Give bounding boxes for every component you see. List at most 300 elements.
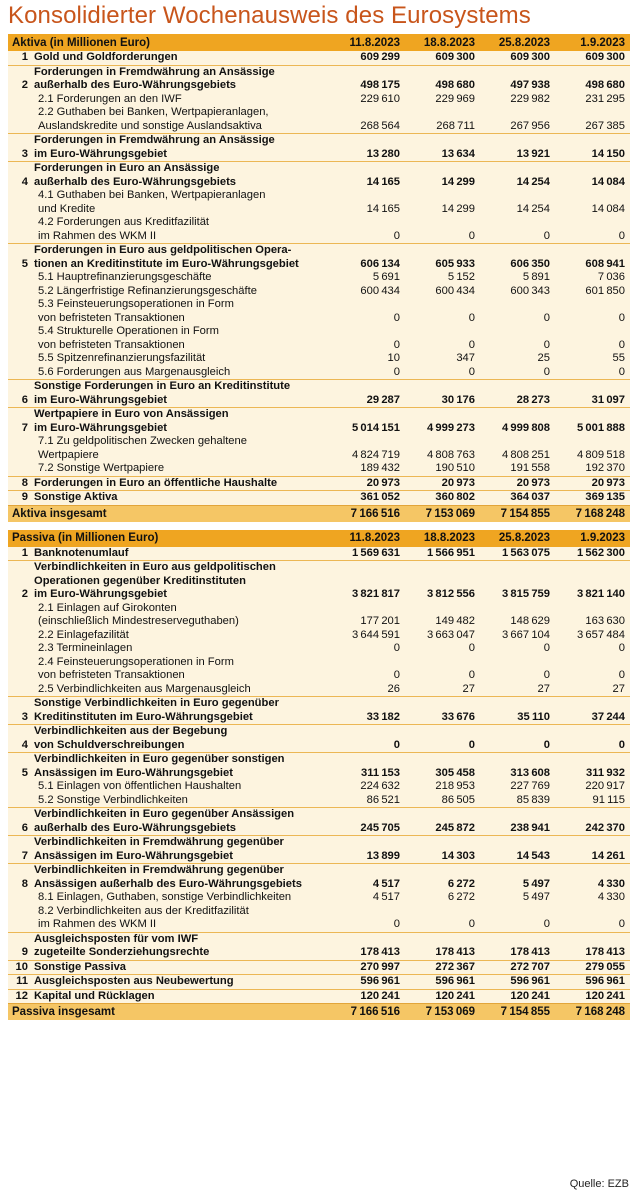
aktiva-row <box>8 476 630 491</box>
passiva-row-value: 227 769 <box>510 780 550 792</box>
passiva-row-value: 313 608 <box>510 766 550 779</box>
aktiva-row <box>8 285 630 299</box>
passiva-row-value: 37 244 <box>591 710 625 723</box>
passiva-row-value: 596 961 <box>510 975 550 987</box>
aktiva-row-value: 498 680 <box>435 79 475 91</box>
aktiva-row-value: 55 <box>612 352 625 364</box>
aktiva-row-label: 7.2 Sonstige Wertpapiere <box>38 462 165 474</box>
passiva-row <box>8 905 630 932</box>
aktiva-row-label: Sonstige Aktiva <box>34 491 118 503</box>
aktiva-row-value: 609 300 <box>435 51 475 63</box>
aktiva-row-value: 20 973 <box>591 476 625 489</box>
passiva-row-label: 5.1 Einlagen von öffentlichen Haushalten <box>38 780 242 792</box>
aktiva-row-number: 7 <box>21 421 28 434</box>
passiva-row-value: 120 241 <box>510 989 550 1002</box>
aktiva-row <box>8 106 630 133</box>
passiva-row-value: 178 413 <box>435 946 475 958</box>
passiva-row-label: Verbindlichkeiten in Fremdwährung gegenüber Ansässigen im Euro-Währungsgebiet <box>34 836 284 862</box>
passiva-row-value: 13 899 <box>366 849 400 862</box>
aktiva-header-label: Aktiva (in Millionen Euro) <box>12 36 151 49</box>
aktiva-row-label: 5.2 Längerfristige Refinanzierungsgeschäfte <box>38 284 257 297</box>
aktiva-row-value: 14 165 <box>366 202 400 215</box>
aktiva-row-number: 2 <box>21 79 28 91</box>
passiva-row-label: 2.3 Termineinlagen <box>38 642 133 654</box>
aktiva-row-value: 4 808 251 <box>501 448 550 461</box>
passiva-row-value: 0 <box>618 918 625 930</box>
passiva-row-label: Ausgleichsposten aus Neubewertung <box>34 975 234 987</box>
passiva-row-value: 272 707 <box>510 960 550 973</box>
aktiva-row-value: 192 370 <box>585 462 625 474</box>
aktiva-row-value: 609 300 <box>585 51 625 63</box>
aktiva-row <box>8 490 630 505</box>
passiva-row-label: Sonstige Verbindlichkeiten in Euro gegenüber Kreditinstituten im Euro-Währungsgebiet <box>34 697 279 723</box>
passiva-row-value: 3 815 759 <box>501 588 550 600</box>
aktiva-row-value: 4 999 808 <box>501 421 550 434</box>
passiva-row-value: 0 <box>543 642 550 654</box>
aktiva-row-value: 20 973 <box>441 476 475 489</box>
passiva-row-value: 14 303 <box>441 849 475 862</box>
passiva-row <box>8 656 630 683</box>
passiva-row <box>8 683 630 697</box>
passiva-row-number: 3 <box>21 710 28 723</box>
passiva-row-value: 0 <box>393 738 400 751</box>
aktiva-row-value: 0 <box>393 311 400 324</box>
passiva-row-value: 1 563 075 <box>501 546 550 559</box>
aktiva-row-number: 5 <box>21 257 28 270</box>
aktiva-row-number: 1 <box>21 51 28 63</box>
passiva-row <box>8 560 630 602</box>
aktiva-row-label: 2.2 Guthaben bei Banken, Wertpapieranlagen, Auslandskredite und sonstige Auslandsaktiva <box>38 106 269 132</box>
aktiva-row-value: 0 <box>618 338 625 351</box>
passiva-row-value: 245 872 <box>435 821 475 834</box>
aktiva-row-value: 13 634 <box>441 147 475 160</box>
aktiva-row-value: 0 <box>468 229 475 242</box>
passiva-row-value: 163 630 <box>585 615 625 627</box>
aktiva-row-value: 267 956 <box>510 119 550 132</box>
aktiva-row-value: 361 052 <box>360 491 400 503</box>
passiva-row-value: 0 <box>468 738 475 751</box>
aktiva-row-value: 4 999 273 <box>426 421 475 434</box>
aktiva-total-value: 7 166 516 <box>350 507 400 520</box>
passiva-row-value: 3 667 104 <box>501 628 550 641</box>
aktiva-header <box>8 34 630 51</box>
aktiva-row-value: 14 084 <box>591 202 625 215</box>
passiva-row-value: 178 413 <box>360 946 400 958</box>
passiva-row-value: 3 644 591 <box>351 628 400 641</box>
passiva-row-value: 27 <box>462 682 475 695</box>
aktiva-row-value: 360 802 <box>435 491 475 503</box>
aktiva-row-label: 4.1 Guthaben bei Banken, Wertpapieranlagen und Kredite <box>38 189 266 215</box>
passiva-header <box>8 530 630 547</box>
passiva-row-value: 6 272 <box>447 877 475 890</box>
passiva-row-value: 4 330 <box>597 891 625 903</box>
passiva-row-number: 8 <box>21 877 28 890</box>
passiva-row-value: 245 705 <box>360 821 400 834</box>
aktiva-row-value: 7 036 <box>597 271 625 283</box>
passiva-row-label: 2.2 Einlagefazilität <box>38 628 129 641</box>
passiva-row-value: 279 055 <box>585 960 625 973</box>
aktiva-row-number: 9 <box>21 491 28 503</box>
aktiva-row-value: 609 300 <box>510 51 550 63</box>
section-spacer <box>8 522 630 530</box>
passiva-row-value: 3 663 047 <box>426 628 475 641</box>
passiva-row-value: 3 812 556 <box>426 588 475 600</box>
passiva-row-value: 596 961 <box>360 975 400 987</box>
passiva-row-number: 11 <box>16 975 28 987</box>
aktiva-row-value: 606 134 <box>360 257 400 270</box>
passiva-row-label: 5.2 Sonstige Verbindlichkeiten <box>38 793 188 806</box>
passiva-row-number: 10 <box>15 960 28 973</box>
passiva-row-value: 91 115 <box>592 793 625 806</box>
passiva-row <box>8 780 630 794</box>
passiva-row-value: 86 505 <box>441 793 475 806</box>
aktiva-row <box>8 93 630 107</box>
aktiva-row-value: 268 711 <box>436 119 475 132</box>
balance-sheet <box>8 34 630 1020</box>
aktiva-row-label: 2.1 Forderungen an den IWF <box>38 92 182 105</box>
aktiva-row-label: 5.4 Strukturelle Operationen in Form von befristeten Transaktionen <box>38 325 219 351</box>
aktiva-date-4: 1.9.2023 <box>580 36 625 49</box>
aktiva-row-value: 0 <box>543 311 550 324</box>
aktiva-row-value: 29 287 <box>366 393 400 406</box>
aktiva-row <box>8 352 630 366</box>
passiva-total-value: 7 154 855 <box>500 1006 550 1018</box>
aktiva-row-value: 608 941 <box>585 257 625 270</box>
passiva-row <box>8 974 630 989</box>
aktiva-row-value: 0 <box>393 338 400 351</box>
passiva-row-label: Banknotenumlauf <box>34 546 129 559</box>
passiva-row <box>8 602 630 629</box>
passiva-row-value: 218 953 <box>435 780 475 792</box>
aktiva-row-value: 605 933 <box>435 257 475 270</box>
passiva-row-label: Verbindlichkeiten in Fremdwährung gegenüber Ansässigen außerhalb des Euro-Währungsgebiets <box>34 864 302 890</box>
passiva-row-value: 4 330 <box>597 877 625 890</box>
passiva-section <box>8 530 630 1021</box>
aktiva-row-value: 347 <box>456 352 475 364</box>
aktiva-row-value: 498 680 <box>585 79 625 91</box>
passiva-row-value: 224 632 <box>360 780 400 792</box>
aktiva-row-value: 0 <box>393 229 400 242</box>
passiva-row <box>8 696 630 724</box>
passiva-row-value: 0 <box>468 669 475 681</box>
passiva-row-value: 178 413 <box>510 946 550 958</box>
aktiva-row-value: 14 165 <box>366 175 400 188</box>
aktiva-row-value: 31 097 <box>591 393 625 406</box>
passiva-row-label: 2.5 Verbindlichkeiten aus Margenausgleich <box>38 682 251 695</box>
aktiva-row-value: 20 973 <box>366 476 400 489</box>
aktiva-row-value: 229 969 <box>435 92 475 105</box>
passiva-row <box>8 932 630 960</box>
passiva-row <box>8 835 630 863</box>
aktiva-row-value: 369 135 <box>585 491 625 503</box>
aktiva-row-label: Forderungen in Euro an öffentliche Haushalte <box>34 476 278 489</box>
aktiva-date-2: 18.8.2023 <box>423 36 475 49</box>
passiva-row-value: 0 <box>393 642 400 654</box>
aktiva-row-label: Forderungen in Fremdwährung an Ansässige außerhalb des Euro-Währungsgebiets <box>34 65 275 91</box>
aktiva-row-value: 13 280 <box>366 147 400 160</box>
passiva-total-value: 7 153 069 <box>425 1006 475 1018</box>
passiva-total-value: 7 166 516 <box>350 1006 400 1018</box>
passiva-date-2: 18.8.2023 <box>423 532 475 544</box>
passiva-row-label: Sonstige Passiva <box>34 960 127 973</box>
aktiva-row-value: 0 <box>618 365 625 378</box>
passiva-header-label: Passiva (in Millionen Euro) <box>12 532 159 544</box>
aktiva-row-label: 5.1 Hauptrefinanzierungsgeschäfte <box>38 271 212 283</box>
passiva-row-value: 33 182 <box>366 710 400 723</box>
aktiva-row-value: 5 001 888 <box>576 421 625 434</box>
passiva-row-number: 7 <box>21 849 28 862</box>
aktiva-row-value: 267 385 <box>585 119 625 132</box>
aktiva-row-value: 0 <box>618 311 625 324</box>
aktiva-row-value: 5 891 <box>522 271 550 283</box>
aktiva-row-value: 0 <box>543 338 550 351</box>
aktiva-row-label: Sonstige Forderungen in Euro an Kreditinstitute im Euro-Währungsgebiet <box>34 380 291 406</box>
passiva-row-value: 1 569 631 <box>351 546 400 559</box>
aktiva-row-value: 5 691 <box>372 271 400 283</box>
aktiva-row-value: 606 350 <box>510 257 550 270</box>
passiva-date-4: 1.9.2023 <box>580 532 625 544</box>
aktiva-total-value: 7 168 248 <box>575 507 625 520</box>
aktiva-row-value: 28 273 <box>516 393 550 406</box>
passiva-row-value: 6 272 <box>447 891 475 903</box>
aktiva-row-label: Forderungen in Fremdwährung an Ansässige im Euro-Währungsgebiet <box>34 134 275 160</box>
passiva-total-value: 7 168 248 <box>575 1006 625 1018</box>
passiva-row-value: 272 367 <box>435 960 475 973</box>
passiva-row-number: 4 <box>21 738 28 751</box>
aktiva-row <box>8 51 630 65</box>
aktiva-row-value: 0 <box>468 311 475 324</box>
passiva-row-label: Verbindlichkeiten aus der Begebung von Schuldverschreibungen <box>34 725 228 751</box>
passiva-row-value: 14 543 <box>516 849 550 862</box>
passiva-row-value: 311 932 <box>586 766 625 779</box>
aktiva-row-label: 7.1 Zu geldpolitischen Zwecken gehaltene Wertpapiere <box>38 435 247 461</box>
aktiva-row <box>8 161 630 189</box>
passiva-row-label: 8.2 Verbindlichkeiten aus der Kreditfazilität im Rahmen des WKM II <box>38 904 249 930</box>
passiva-row-value: 3 657 484 <box>576 628 625 641</box>
aktiva-row-value: 600 434 <box>435 284 475 297</box>
passiva-row-value: 177 201 <box>360 615 400 627</box>
aktiva-row-value: 14 254 <box>516 202 550 215</box>
aktiva-row-value: 364 037 <box>510 491 550 503</box>
passiva-row-number: 5 <box>21 766 28 779</box>
passiva-row-value: 305 458 <box>435 766 475 779</box>
aktiva-row-label: 5.6 Forderungen aus Margenausgleich <box>38 365 231 378</box>
aktiva-row-value: 0 <box>543 229 550 242</box>
aktiva-row-label: Forderungen in Euro an Ansässige außerhalb des Euro-Währungsgebiets <box>34 162 237 188</box>
passiva-row <box>8 547 630 561</box>
passiva-row-value: 85 839 <box>516 793 550 806</box>
passiva-row-value: 0 <box>543 918 550 930</box>
passiva-row-value: 148 629 <box>510 615 550 627</box>
aktiva-row <box>8 366 630 380</box>
aktiva-row-value: 30 176 <box>441 393 475 406</box>
passiva-row-value: 0 <box>543 669 550 681</box>
aktiva-row-label: Forderungen in Euro aus geldpolitischen Opera- tionen an Kreditinstitute im Euro-Währungsgebiet <box>34 244 299 270</box>
passiva-row-value: 27 <box>537 682 550 695</box>
aktiva-row-label: Wertpapiere in Euro von Ansässigen im Euro-Währungsgebiet <box>34 408 229 434</box>
passiva-row-value: 1 562 300 <box>576 546 625 559</box>
aktiva-row-value: 20 973 <box>516 476 550 489</box>
passiva-row <box>8 807 630 835</box>
passiva-row-label: Verbindlichkeiten in Euro gegenüber Ansässigen außerhalb des Euro-Währungsgebiets <box>34 808 295 834</box>
aktiva-row-number: 8 <box>21 476 28 489</box>
passiva-row-value: 5 497 <box>522 891 550 903</box>
passiva-row-value: 86 521 <box>366 793 400 806</box>
passiva-row-value: 120 241 <box>360 989 400 1002</box>
aktiva-row <box>8 325 630 352</box>
aktiva-row <box>8 271 630 285</box>
aktiva-row <box>8 216 630 243</box>
passiva-row-number: 12 <box>15 989 28 1002</box>
passiva-row-value: 0 <box>468 918 475 930</box>
aktiva-row <box>8 407 630 435</box>
aktiva-row-value: 14 299 <box>441 175 475 188</box>
passiva-row <box>8 642 630 656</box>
passiva-row-value: 0 <box>618 642 625 654</box>
passiva-row-number: 9 <box>21 946 28 958</box>
passiva-row-value: 270 997 <box>360 960 400 973</box>
aktiva-row <box>8 243 630 271</box>
passiva-row <box>8 891 630 905</box>
aktiva-row <box>8 298 630 325</box>
passiva-row-value: 27 <box>612 682 625 695</box>
passiva-row-value: 149 482 <box>435 615 475 627</box>
passiva-row-value: 4 517 <box>372 891 400 903</box>
passiva-row-number: 6 <box>21 821 28 834</box>
aktiva-row-number: 4 <box>21 175 28 188</box>
aktiva-row-value: 5 014 151 <box>351 421 400 434</box>
aktiva-row-value: 14 084 <box>591 175 625 188</box>
passiva-row <box>8 724 630 752</box>
aktiva-row-number: 3 <box>21 147 28 160</box>
passiva-row-number: 1 <box>21 546 28 559</box>
passiva-row-value: 3 821 817 <box>351 588 400 600</box>
passiva-row-label: Kapital und Rücklagen <box>34 989 155 1002</box>
aktiva-row-value: 497 938 <box>510 79 550 91</box>
aktiva-row-value: 0 <box>393 365 400 378</box>
aktiva-row-value: 5 152 <box>447 271 475 283</box>
passiva-date-1: 11.8.2023 <box>349 532 400 544</box>
passiva-row-value: 120 241 <box>585 989 625 1002</box>
aktiva-row-value: 600 434 <box>360 284 400 297</box>
passiva-date-3: 25.8.2023 <box>498 532 550 544</box>
aktiva-row-value: 268 564 <box>360 119 400 132</box>
aktiva-row-value: 0 <box>468 365 475 378</box>
passiva-row-number: 2 <box>21 588 28 600</box>
aktiva-row-value: 25 <box>537 352 550 364</box>
aktiva-row-value: 498 175 <box>360 79 400 91</box>
aktiva-row-label: 4.2 Forderungen aus Kreditfazilität im Rahmen des WKM II <box>38 216 210 242</box>
aktiva-row-value: 189 432 <box>360 462 400 474</box>
aktiva-row-value: 191 558 <box>510 462 550 474</box>
passiva-row-value: 311 153 <box>361 766 400 779</box>
aktiva-section <box>8 34 630 522</box>
page-title: Konsolidierter Wochenausweis des Eurosystems <box>8 2 531 29</box>
aktiva-row-value: 0 <box>468 338 475 351</box>
passiva-row <box>8 863 630 891</box>
passiva-row-label: 2.4 Feinsteuerungsoperationen in Form von befristeten Transaktionen <box>38 655 234 681</box>
passiva-row <box>8 960 630 975</box>
passiva-row-value: 14 261 <box>591 849 625 862</box>
passiva-row-label: Verbindlichkeiten in Euro gegenüber sonstigen Ansässigen im Euro-Währungsgebiet <box>34 753 285 779</box>
passiva-row-value: 220 917 <box>585 780 625 792</box>
aktiva-row-value: 14 254 <box>516 175 550 188</box>
passiva-row-value: 596 961 <box>585 975 625 987</box>
aktiva-date-3: 25.8.2023 <box>498 36 550 49</box>
passiva-row-value: 242 370 <box>585 821 625 834</box>
passiva-row <box>8 989 630 1004</box>
passiva-row-value: 3 821 140 <box>576 588 625 600</box>
aktiva-row <box>8 435 630 462</box>
passiva-row <box>8 752 630 780</box>
aktiva-row-value: 600 343 <box>510 284 550 297</box>
passiva-row-label: 2.1 Einlagen auf Girokonten (einschließlich Mindestreserveguthaben) <box>38 601 239 627</box>
aktiva-row-value: 231 295 <box>585 92 625 105</box>
aktiva-total-value: 7 153 069 <box>425 507 475 520</box>
passiva-row-value: 1 566 951 <box>426 546 475 559</box>
passiva-row-value: 120 241 <box>435 989 475 1002</box>
aktiva-row-value: 14 150 <box>591 147 625 160</box>
aktiva-row-label: 5.3 Feinsteuerungsoperationen in Form von befristeten Transaktionen <box>38 298 234 324</box>
passiva-total-row <box>8 1003 630 1020</box>
aktiva-row-value: 4 808 763 <box>426 448 475 461</box>
passiva-row-value: 596 961 <box>435 975 475 987</box>
passiva-row-value: 0 <box>393 918 400 930</box>
passiva-row-value: 0 <box>618 669 625 681</box>
passiva-row-value: 0 <box>393 669 400 681</box>
aktiva-total-row <box>8 505 630 522</box>
passiva-row-label: Verbindlichkeiten in Euro aus geldpolitischen Operationen gegenüber Kreditinstituten im Euro-Währungsgebiet <box>34 561 276 600</box>
passiva-row-value: 0 <box>543 738 550 751</box>
passiva-row <box>8 794 630 808</box>
passiva-row-value: 0 <box>468 642 475 654</box>
aktiva-row-value: 190 510 <box>435 462 475 474</box>
aktiva-row-value: 601 850 <box>585 284 625 297</box>
passiva-row-value: 35 110 <box>517 710 550 723</box>
aktiva-row-value: 0 <box>618 229 625 242</box>
passiva-row-value: 26 <box>387 682 400 695</box>
aktiva-row-value: 229 610 <box>360 92 400 105</box>
aktiva-row-value: 14 299 <box>441 202 475 215</box>
aktiva-row <box>8 379 630 407</box>
aktiva-total-value: 7 154 855 <box>500 507 550 520</box>
aktiva-row-value: 4 809 518 <box>576 448 625 461</box>
passiva-row-value: 33 676 <box>441 710 475 723</box>
passiva-row-value: 238 941 <box>510 821 550 834</box>
aktiva-row-label: 5.5 Spitzenrefinanzierungsfazilität <box>38 352 206 364</box>
aktiva-row-value: 229 982 <box>510 92 550 105</box>
passiva-row-label: 8.1 Einlagen, Guthaben, sonstige Verbindlichkeiten <box>38 891 292 903</box>
aktiva-row-value: 13 921 <box>516 147 550 160</box>
source-note: Quelle: EZB <box>569 1178 629 1190</box>
passiva-total-label: Passiva insgesamt <box>12 1006 115 1018</box>
aktiva-row <box>8 65 630 93</box>
passiva-row-value: 4 517 <box>372 877 400 890</box>
aktiva-row-value: 609 299 <box>360 51 400 63</box>
passiva-row-value: 178 413 <box>585 946 625 958</box>
aktiva-date-1: 11.8.2023 <box>349 36 400 49</box>
aktiva-row-number: 6 <box>21 393 28 406</box>
passiva-row-value: 5 497 <box>522 877 550 890</box>
aktiva-row <box>8 133 630 161</box>
aktiva-row-value: 0 <box>543 365 550 378</box>
passiva-row <box>8 629 630 643</box>
passiva-row-label: Ausgleichsposten für vom IWF zugeteilte Sonderziehungsrechte <box>34 932 210 958</box>
aktiva-row-value: 4 824 719 <box>351 448 400 461</box>
aktiva-row <box>8 189 630 216</box>
aktiva-total-label: Aktiva insgesamt <box>12 507 107 520</box>
aktiva-row <box>8 462 630 476</box>
